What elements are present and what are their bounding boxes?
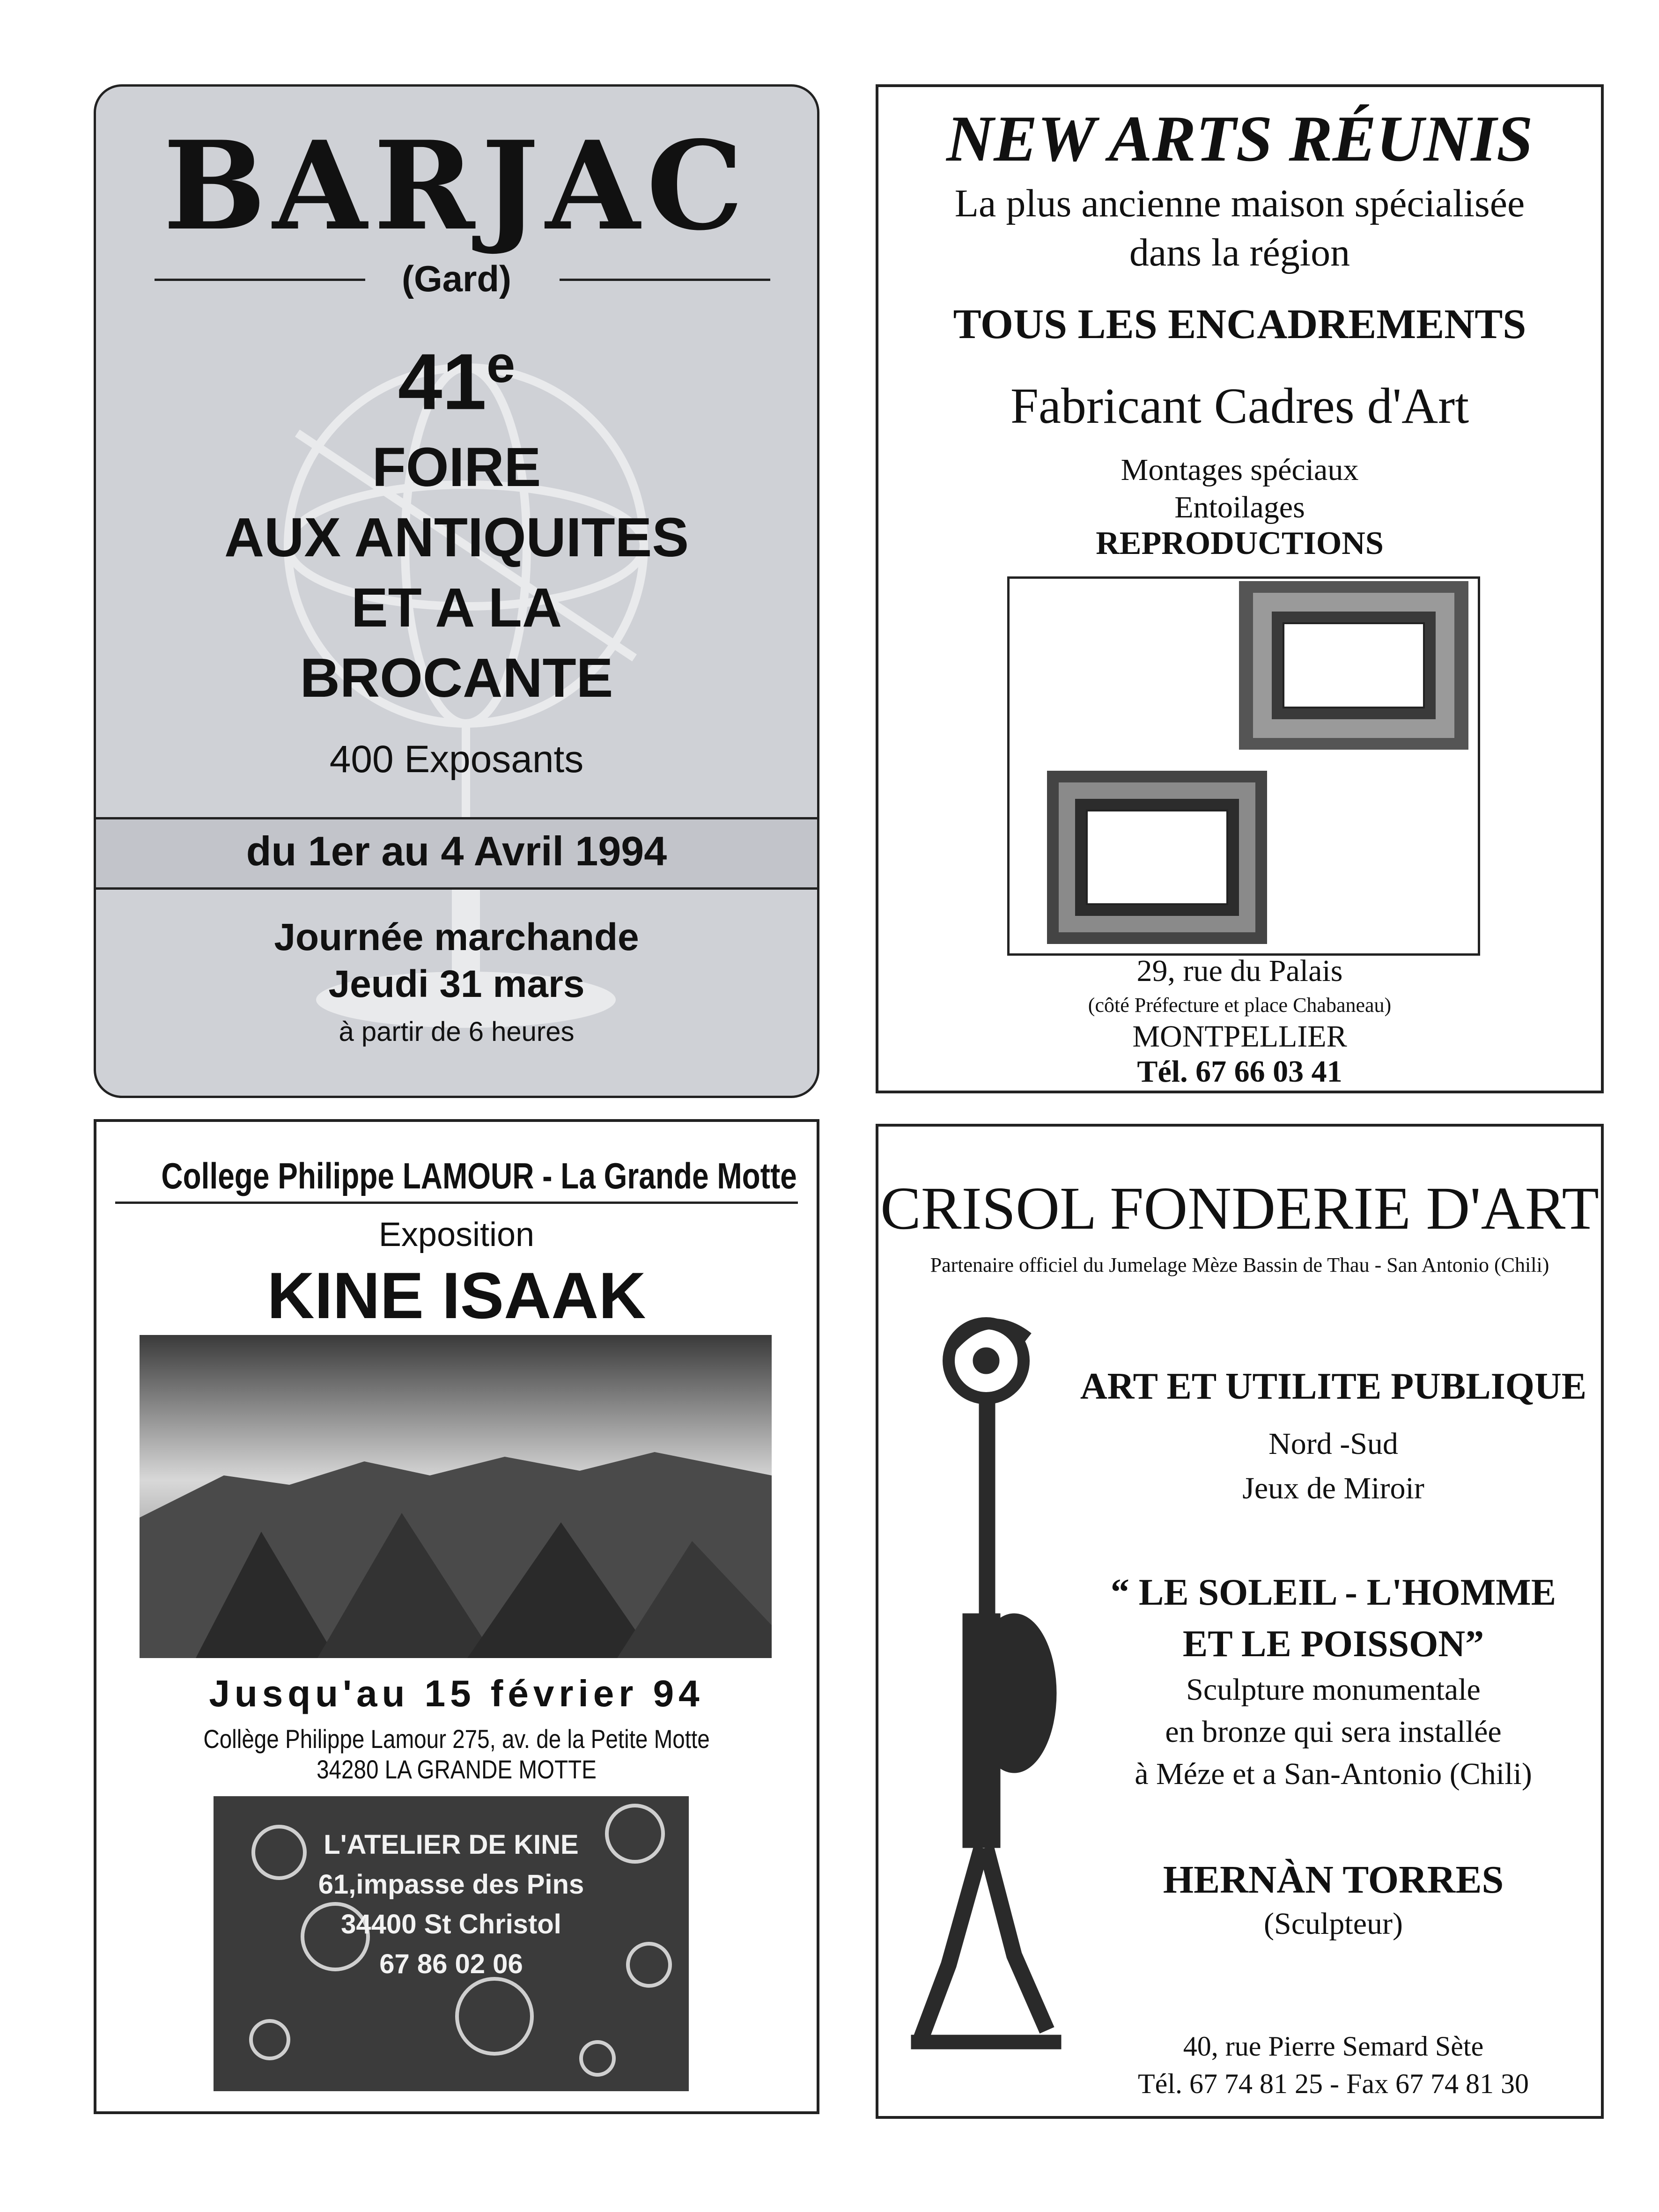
picture-frame-illustration <box>1007 576 1480 956</box>
dates-rule-top <box>96 817 817 819</box>
kine-isaak-ad <box>94 1119 819 2114</box>
picture-frames-photo <box>1010 579 1478 953</box>
shop-city: MONTPELLIER <box>1132 1019 1347 1054</box>
service-1: Montages spéciaux <box>1121 453 1359 487</box>
atelier-painting-image <box>214 1796 689 2091</box>
tagline-line-1: La plus ancienne maison spécialisée <box>954 182 1525 225</box>
theme-line-2: Jeux de Miroir <box>1242 1471 1424 1505</box>
artist-name: KINE ISAAK <box>267 1259 646 1332</box>
school-underline <box>115 1202 798 1204</box>
partner-note: Partenaire officiel du Jumelage Mèze Bassin de Thau - San Antonio (Chili) <box>930 1253 1549 1276</box>
exhibition-until: Jusqu'au 15 février 94 <box>209 1673 704 1714</box>
barjac-title: BARJAC <box>163 115 750 258</box>
school-address-1: Collège Philippe Lamour 275, av. de la Petite Motte <box>203 1724 710 1754</box>
edition-number <box>96 335 817 428</box>
shop-phone: Tél. 67 66 03 41 <box>1137 1054 1342 1089</box>
atelier-phone: 67 86 02 06 <box>379 1949 523 1979</box>
service-2: Entoilages <box>1174 490 1305 524</box>
new-arts-title: NEW ARTS RÉUNIS <box>946 103 1533 175</box>
shop-address-note: (côté Préfecture et place Chabaneau) <box>1088 994 1392 1017</box>
barjac-fair-ad <box>94 84 819 1098</box>
exhibitors-count: 400 Exposants <box>329 738 584 781</box>
shop-address: 29, rue du Palais <box>1136 954 1343 988</box>
region-label: (Gard) <box>402 258 511 299</box>
exhibition-label: Exposition <box>378 1216 535 1253</box>
new-arts-ad <box>876 84 1604 1093</box>
sculpture-title-1: “ LE SOLEIL - L'HOMME <box>1110 1572 1556 1613</box>
edition-number-value: 41 <box>398 337 487 427</box>
dates-rule-bottom <box>96 887 817 890</box>
trade-day-date: Jeudi 31 mars <box>328 963 585 1005</box>
atelier-name: L'ATELIER DE KINE <box>324 1829 579 1860</box>
service-3: REPRODUCTIONS <box>1096 525 1384 561</box>
school-address-2: 34280 LA GRANDE MOTTE <box>317 1755 597 1784</box>
sculpture-desc-3: à Méze et a San-Antonio (Chili) <box>1135 1757 1532 1791</box>
tagline-line-2: dans la région <box>1129 231 1350 274</box>
crisol-foundry-ad <box>876 1124 1604 2119</box>
atelier-city: 34400 St Christol <box>341 1909 561 1939</box>
crisol-title: CRISOL FONDERIE D'ART <box>880 1175 1599 1242</box>
maker-title: Fabricant Cadres d'Art <box>1010 378 1469 434</box>
public-art-heading: ART ET UTILITE PUBLIQUE <box>1080 1366 1587 1407</box>
sculpture-desc-1: Sculpture monumentale <box>1186 1673 1481 1707</box>
foundry-phone: Tél. 67 74 81 25 - Fax 67 74 81 30 <box>1138 2068 1529 2099</box>
landscape-painting-image <box>140 1335 772 1658</box>
headline-line-2: AUX ANTIQUITES <box>224 507 689 568</box>
headline-line-1: FOIRE <box>372 436 541 498</box>
trade-day-title: Journée marchande <box>274 916 639 959</box>
sculpture-title-2: ET LE POISSON” <box>1182 1623 1484 1665</box>
sculptor-name: HERNÀN TORRES <box>1163 1858 1504 1902</box>
bronze-sculpture-illustration <box>892 1309 1080 2063</box>
theme-line-1: Nord -Sud <box>1268 1427 1398 1461</box>
headline-line-4: BROCANTE <box>300 647 613 709</box>
fair-dates: du 1er au 4 Avril 1994 <box>246 828 667 874</box>
crisol-text-column <box>1075 1127 1592 2116</box>
atelier-street: 61,impasse des Pins <box>318 1869 584 1900</box>
framing-heading: TOUS LES ENCADREMENTS <box>953 301 1526 347</box>
headline-line-3: ET A LA <box>351 577 562 639</box>
foundry-address: 40, rue Pierre Semard Sète <box>1183 2031 1484 2062</box>
edition-suffix: e <box>486 336 516 393</box>
school-name: College Philippe LAMOUR - La Grande Motte <box>161 1155 797 1196</box>
trade-day-time: à partir de 6 heures <box>339 1017 575 1047</box>
sculptor-role: (Sculpteur) <box>1264 1907 1403 1941</box>
sculpture-desc-2: en bronze qui sera installée <box>1165 1715 1502 1749</box>
